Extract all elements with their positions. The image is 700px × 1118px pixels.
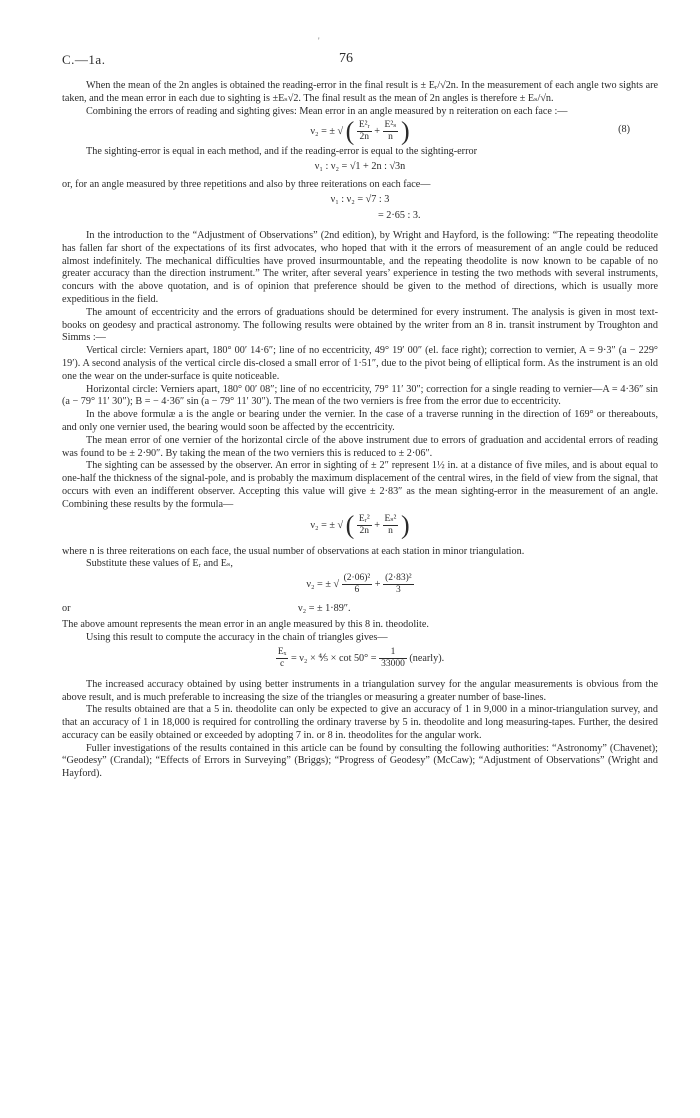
paragraph: The above amount represents the mean error in an angle measured by this 8 in. theodolite. [62, 619, 429, 631]
substituted-formula: ν₂ = ± √ $\frac{\text{(2·06)²}}{6}$ + $\frac{\text{(2·83)²}}{3}$ [306, 573, 412, 596]
page-tick-mark: ' [318, 36, 320, 46]
document-body [62, 80, 658, 781]
equation-fraction: $\frac{\text{(2·83)²}}{3}$ [385, 573, 412, 596]
paragraph: The amount of eccentricity and the errors of graduations should be determined for every instrument. The analysis is given in most text-books on geodesy and practical astronomy. The following results were obtained by the writer from an 8 in. transit instrument by Troughton and Simms :— [62, 306, 658, 344]
paragraph: Using this result to compute the accuracy in the chain of triangles gives— [86, 631, 388, 643]
paragraph: The sighting-error is equal in each method, and if the reading-error is equal to the sighting-error [86, 146, 477, 158]
paragraph: In the above formulæ a is the angle or bearing under the vernier. In the case of a traverse running in the direction of 169° or thereabouts, and only one vernier used, the bearing would soon be affected by the eccentricity. [62, 409, 658, 433]
paragraph: The sighting can be assessed by the observer. An error in sighting of ± 2″ represent 1½ in. at a distance of five miles, and is about equal to one-half the thickness of the signal-pole, and is probably the maximum displacement of the central wires, in the field of view from the signal, that occurs with even an indifferent observer. Accepting this value will give ± 2·83″ as the mean sighting-error in the measurement of an angle. Combining these results by the formula— [62, 460, 658, 510]
ratio-result: = 2·65 : 3. [378, 209, 421, 221]
equation-fraction: $\frac{1}{33000}$ [381, 646, 405, 669]
equation-fraction: $\frac{\text{Eₛ²}}{n}$ [384, 513, 397, 536]
paragraph: Vertical circle: Verniers apart, 180° 00′ 14·6″; line of no eccentricity, 49° 19′ 00″ (el. face right); correction to vernier, A = 9·3″ (a − 229° 19′). A second analysis of the vertical circle dis-closed a small error of 1·51″, due to the pivot being of elliptical form. As the instrument is an old one the wear on the under-surface is quite noticeable. [62, 345, 658, 382]
or-label: or [62, 603, 71, 615]
paragraph: Horizontal circle: Verniers apart, 180° 00′ 08″; line of no eccentricity, 79° 11′ 30″; correction for a single reading to vernier—A = 4·36″ sin (a − 79° 11′ 30″); B = − 4·36″ sin (a − 79° 11′ 30″). The mean of the two verniers is free from the error due to eccentricity. [62, 383, 658, 408]
paragraph: where n is three reiterations on each face, the usual number of observations at each station in minor triangulation. [62, 545, 525, 557]
equation-fraction: $\frac{\text{E²ₛ}}{n}$ [384, 120, 397, 143]
equation-fraction: $\frac{\text{Eₓ}}{c}$ [277, 646, 287, 669]
equation-lhs: ν₂ = ± √ [310, 126, 344, 138]
paragraph: When the mean of the 2n angles is obtained the reading-error in the final result is ± Eᵣ/√2n. In the measurement of each angle two sights are taken, and the mean error in each due to sighting is ±Eₛ√2. The final result as the mean of 2n angles is therefore ± Eₛ/√n. [62, 80, 658, 104]
paragraph: In the introduction to the “Adjustment of Observations” (2nd edition), by Wright and Hayford, is the following: “The repeating theodolite has fallen far short of the expectations of its first advocates, who hoped that with it the errors of measurement of an angle could be reduced almost indefinitely. The mechanical difficulties have proved insurmountable, and the repeating theodolite is now known to be capable of no greater accuracy than the direction instrument.” The writer, after several years’ experience in testing the two methods with several instruments, concurs with the above quotation, and is of opinion that preference should be given to the method of directions, which is usually more expeditious in the field. [62, 229, 658, 305]
paragraph: Combining the errors of reading and sighting gives: Mean error in an angle measured by n reiteration on each face :— [86, 105, 568, 117]
equation-number: (8) [618, 124, 630, 136]
document-reference: C.—1a. [62, 52, 106, 67]
page-number: 76 [339, 51, 353, 66]
accuracy-formula: $\frac{\text{Eₓ}}{c}$ = ν₂ × ⅘ × cot 50° = $\frac{1}{33000}$ (nearly). [277, 646, 445, 669]
equation-fraction: $\frac{\text{Eᵣ²}}{2n}$ [358, 513, 370, 536]
ratio-equation: ν₁ : ν₂ = √1 + 2n : √3n [314, 161, 406, 173]
paragraph: The increased accuracy obtained by using better instruments in a triangulation survey for the angular measurements is obvious from the above result, and is much preferable to increasing the size of the triangles or measuring a greater number of base-lines. [62, 678, 658, 703]
paragraph: Fuller investigations of the results contained in this article can be found by consulting the following authorities: “Astronomy” (Chavenet); “Geodesy” (Crandal); “Effects of Errors in Surveying” (Briggs); “Progress of Geodesy” (McCaw); “Adjustment of Observations” (Wright and Hayford). [62, 742, 658, 780]
paragraph: The results obtained are that a 5 in. theodolite can only be expected to give an accuracy of 1 in 9,000 in a minor-triangulation survey, and that an accuracy of 1 in 18,000 is required for controlling the ordinary traverse by 5 in. theodolite and long measuring-tapes. Further, the desired accuracy can be easily obtained or exceeded by adopting 7 in. or 8 in. theodolites for the angular work. [62, 704, 658, 741]
result-equation: ν₂ = ± 1·89″. [298, 603, 351, 615]
paragraph: The mean error of one vernier of the horizontal circle of the above instrument due to errors of graduation and accidental errors of reading was found to be ± 2·90″. By taking the mean of the two verniers this is reduced to ± 2·06″. [62, 434, 658, 459]
paragraph: Substitute these values of Eᵣ and Eₛ, [86, 558, 233, 570]
combined-formula: ν₂ = ± √ ( $\frac{\text{Eᵣ²}}{2n}$ + $\frac{\text{Eₛ²}}{n}$ ) [310, 510, 410, 540]
equation-fraction: $\frac{\text{(2·06)²}}{6}$ [343, 573, 371, 596]
ratio-equation: ν₁ : ν₂ = √7 : 3 [330, 193, 390, 205]
paragraph: or, for an angle measured by three repetitions and also by three reiterations on each face— [62, 179, 431, 191]
equation-8: ν₂ = ± √ ( $\frac{\text{E²ᵣ}}{2n}$ + $\frac{\text{E²ₛ}}{n}$ ) (8) [310, 116, 630, 146]
equation-fraction: $\frac{\text{E²ᵣ}}{2n}$ [358, 120, 370, 143]
result-line [62, 603, 658, 617]
